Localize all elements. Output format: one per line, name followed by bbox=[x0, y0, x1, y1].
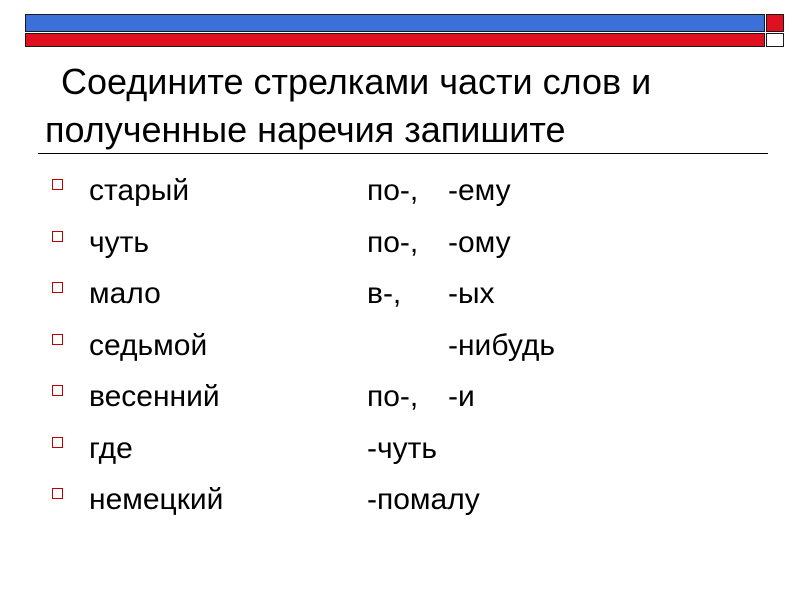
word: мало bbox=[89, 277, 161, 310]
header-bar-blue bbox=[25, 14, 765, 32]
list-item bbox=[0, 269, 800, 321]
header-bar-red bbox=[25, 33, 765, 47]
header-corner-square-small bbox=[766, 33, 784, 47]
word-list bbox=[0, 166, 800, 527]
list-item bbox=[0, 218, 800, 270]
list-item bbox=[0, 321, 800, 373]
list-item bbox=[0, 372, 800, 424]
prefix: по-, bbox=[367, 225, 419, 259]
suffix: -нибудь bbox=[448, 328, 555, 362]
word: седьмой bbox=[89, 328, 208, 362]
suffix: -ому bbox=[448, 225, 511, 259]
title-underline bbox=[38, 153, 768, 154]
square-bullet-icon bbox=[52, 231, 63, 242]
list-item bbox=[0, 475, 800, 527]
slide-title-line-2: полученные наречия запишите bbox=[45, 109, 566, 150]
suffix: -ых bbox=[448, 277, 495, 310]
word: немецкий bbox=[89, 483, 224, 516]
word: чуть bbox=[89, 225, 149, 259]
slide-title bbox=[45, 58, 765, 154]
slide-title-line-1: Соедините стрелками части слов и bbox=[61, 61, 652, 102]
suffix: -и bbox=[448, 380, 475, 413]
square-bullet-icon bbox=[52, 334, 63, 345]
square-bullet-icon bbox=[52, 437, 63, 448]
prefix: по-, bbox=[367, 380, 419, 413]
suffix: -ему bbox=[448, 174, 511, 207]
square-bullet-icon bbox=[52, 282, 63, 293]
header-corner-square bbox=[766, 14, 784, 32]
list-item bbox=[0, 166, 800, 218]
word: старый bbox=[89, 174, 190, 207]
prefix: -помалу bbox=[367, 483, 480, 516]
square-bullet-icon bbox=[52, 488, 63, 499]
prefix: по-, bbox=[367, 174, 419, 207]
word: где bbox=[89, 431, 133, 465]
square-bullet-icon bbox=[52, 179, 63, 190]
list-item bbox=[0, 424, 800, 476]
prefix: -чуть bbox=[367, 431, 437, 465]
word: весенний bbox=[89, 380, 220, 413]
prefix: в-, bbox=[367, 277, 402, 310]
square-bullet-icon bbox=[52, 385, 63, 396]
